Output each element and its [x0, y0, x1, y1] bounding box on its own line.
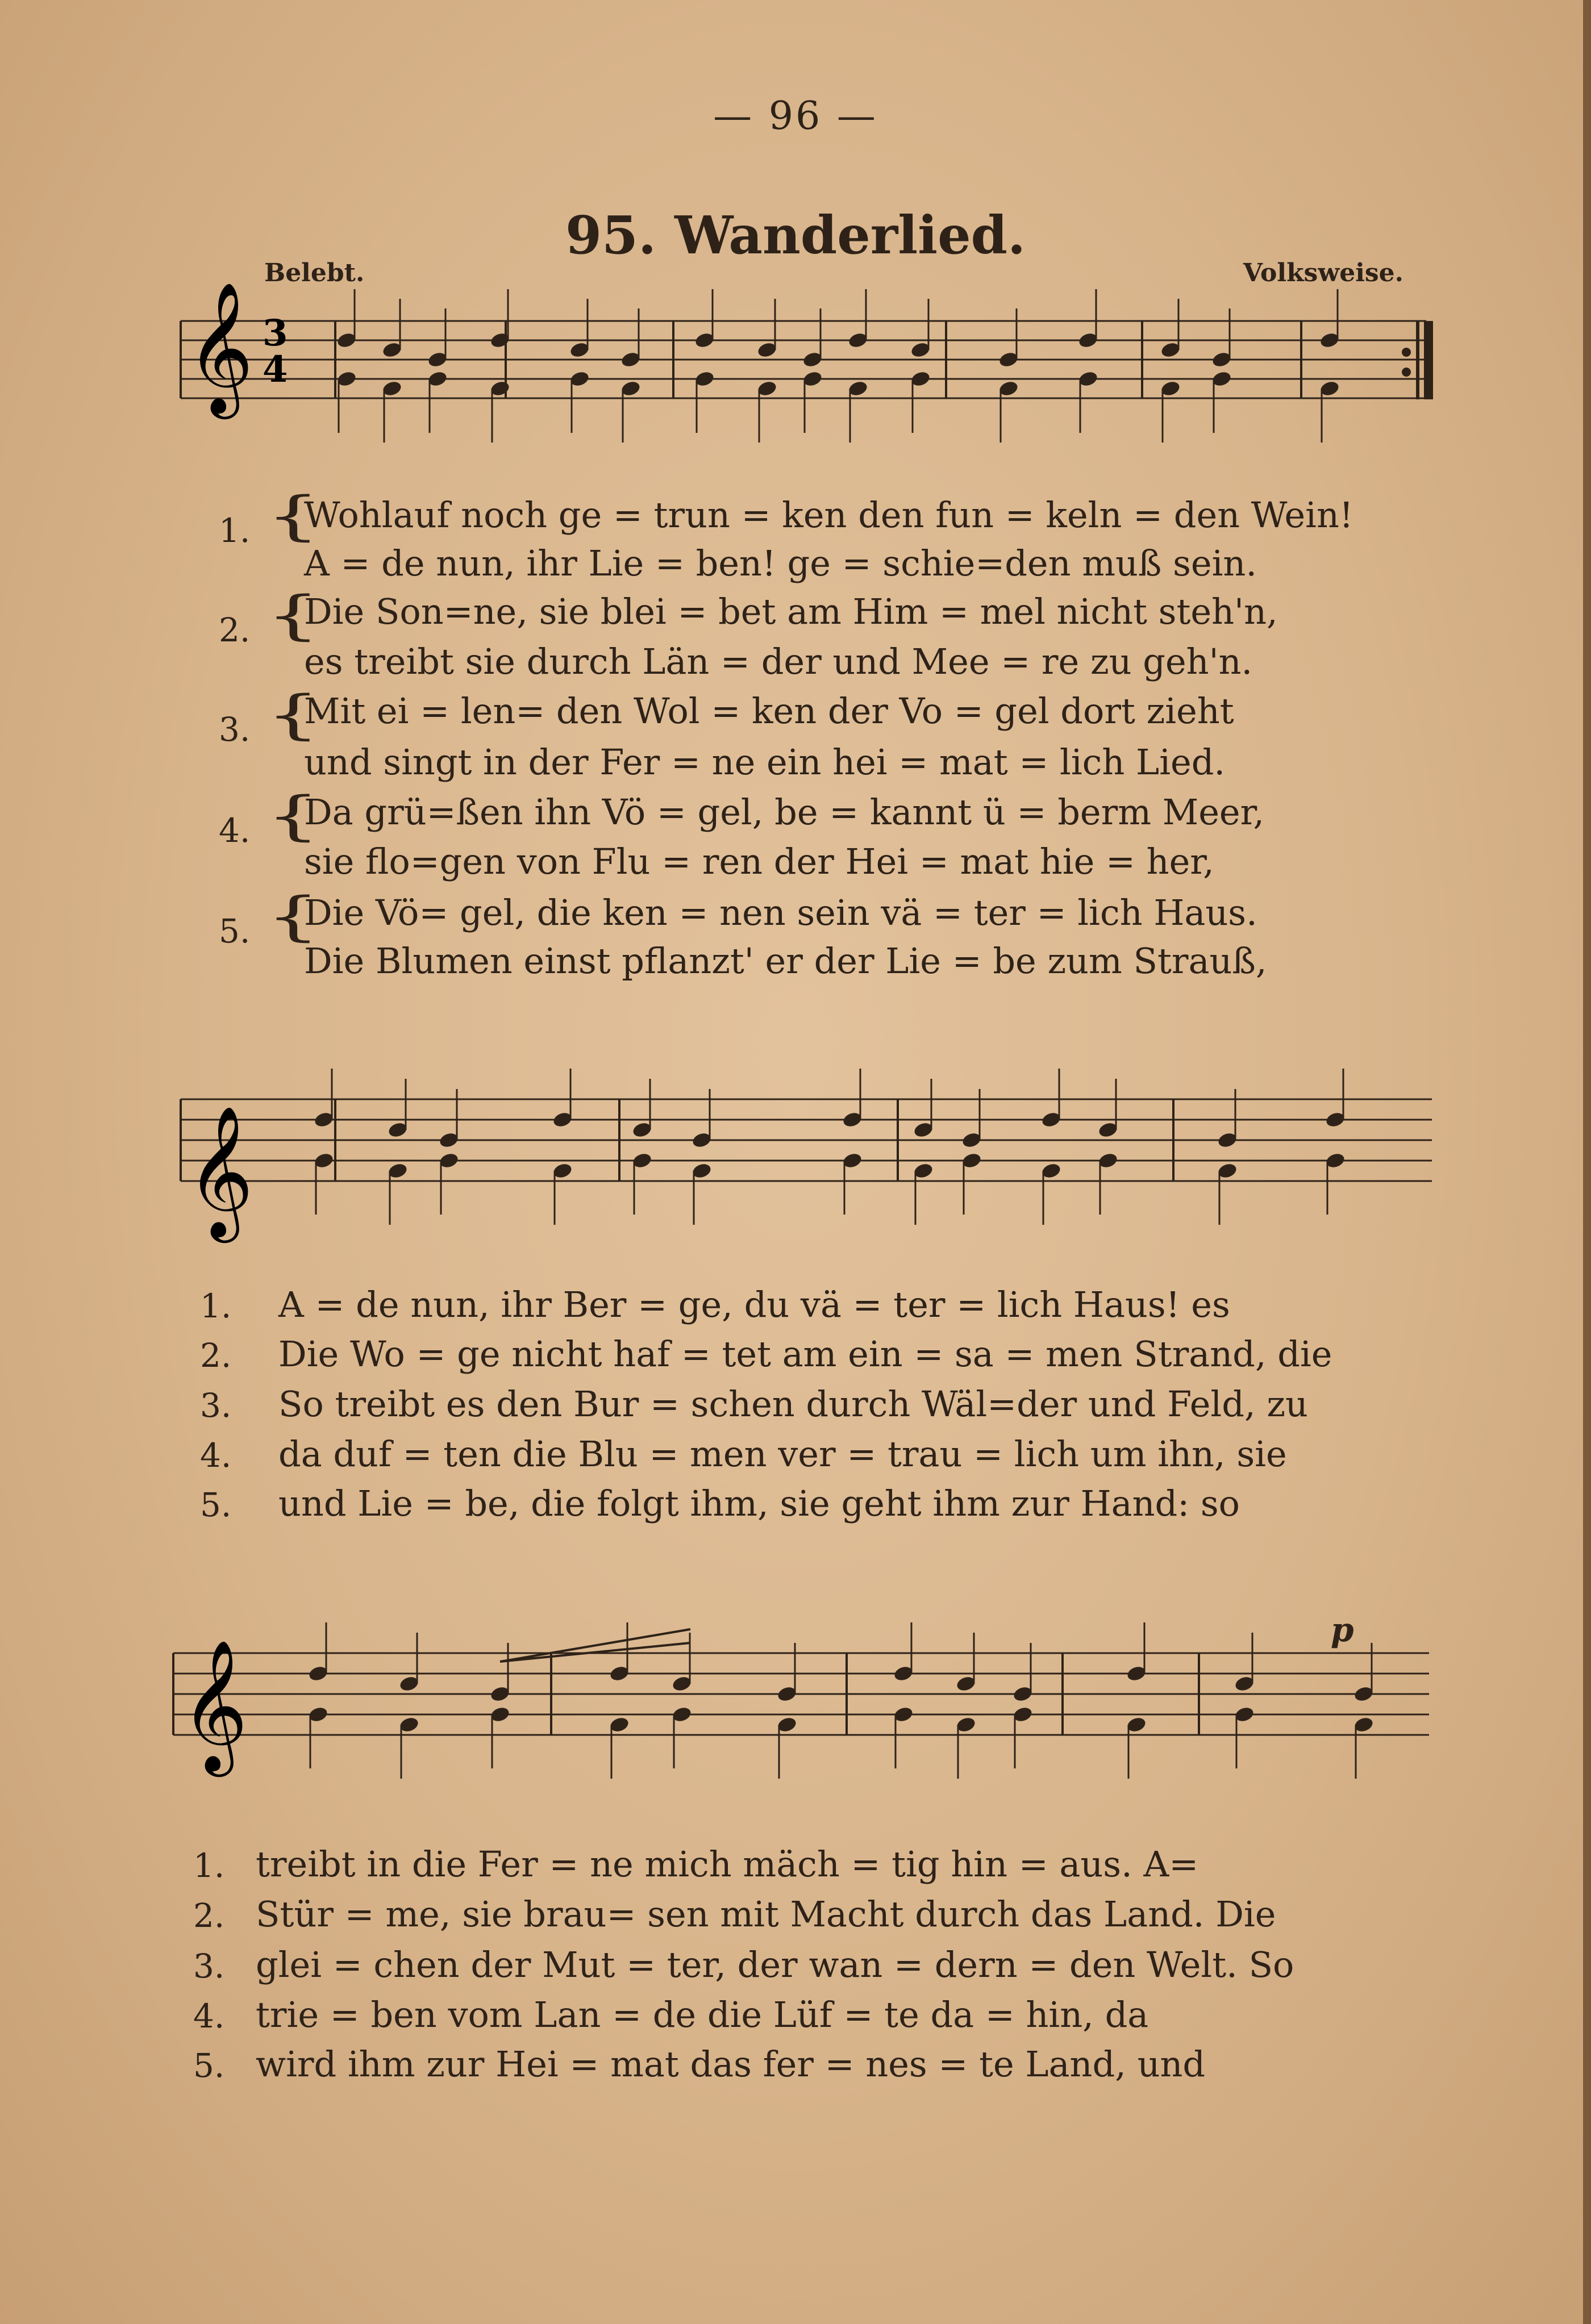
verse-number: 5. — [219, 912, 251, 950]
lyric-line: sie flo=gen von Flu = ren der Hei = mat hie = her, — [304, 841, 1214, 882]
lyric-line: Stür = me, sie brau= sen mit Macht durch das Land. Die — [256, 1893, 1276, 1935]
page-number: — 96 — — [713, 94, 878, 139]
tempo-marking: Belebt. — [264, 258, 365, 287]
lyric-line: und singt in der Fer = ne ein hei = mat = lich Lied. — [304, 741, 1226, 783]
brace-icon: { — [266, 485, 320, 547]
verse-number: 1. — [193, 1846, 225, 1885]
lyric-line: treibt in die Fer = ne mich mäch = tig hin = aus. A= — [256, 1843, 1199, 1885]
treble-clef-icon: 𝄞 — [186, 281, 254, 414]
verse-number: 2. — [193, 1896, 225, 1935]
lyric-line: A = de nun, ihr Lie = ben! ge = schie=den muß sein. — [304, 543, 1257, 584]
lyric-line: Die Wo = ge nicht haf = tet am ein = sa = men Strand, die — [278, 1333, 1332, 1375]
crescendo-hairpin-icon — [500, 1629, 690, 1662]
verse-number: 1. — [200, 1287, 232, 1325]
brace-icon: { — [266, 585, 320, 646]
brace-icon: { — [266, 785, 320, 847]
brace-icon: { — [266, 684, 320, 746]
time-signature-bottom: 4 — [263, 348, 288, 391]
verse-number: 4. — [193, 1997, 225, 2035]
lyric-line: Die Vö= gel, die ken = nen sein vä = ter = lich Haus. — [304, 892, 1257, 933]
dynamic-marking: p — [1331, 1610, 1354, 1649]
treble-clef-icon: 𝄞 — [181, 1639, 248, 1771]
verse-number: 5. — [193, 2046, 225, 2085]
notes-staff-3 — [307, 1622, 1375, 1779]
song-title: 95. Wanderlied. — [565, 205, 1026, 266]
lyric-line: und Lie = be, die folgt ihm, sie geht ihm zur Hand: so — [278, 1483, 1240, 1524]
time-signature-top: 3 — [263, 312, 288, 354]
lyric-line: wird ihm zur Hei = mat das fer = nes = te Land, und — [256, 2043, 1206, 2085]
lyric-line: Da grü=ßen ihn Vö = gel, be = kannt ü = berm Meer, — [304, 791, 1265, 833]
staff-lines-3 — [173, 1653, 1429, 1735]
lyric-line: es treibt sie durch Län = der und Mee = re zu geh'n. — [304, 641, 1253, 682]
verse-number: 2. — [219, 611, 251, 649]
verse-number: 3. — [200, 1386, 232, 1425]
lyric-line: Wohlauf noch ge = trun = ken den fun = keln = den Wein! — [304, 494, 1353, 536]
lyric-line: Mit ei = len= den Wol = ken der Vo = gel dort zieht — [304, 690, 1234, 732]
verse-number: 2. — [200, 1336, 232, 1375]
lyric-line: A = de nun, ihr Ber = ge, du vä = ter = lich Haus! es — [278, 1284, 1230, 1325]
source-note: Volksweise. — [1243, 258, 1403, 287]
verse-number: 4. — [219, 811, 251, 850]
lyric-line: So treibt es den Bur = schen durch Wäl=der und Feld, zu — [278, 1383, 1308, 1425]
verse-number: 5. — [200, 1486, 232, 1524]
lyric-line: trie = ben vom Lan = de die Lüf = te da = hin, da — [256, 1994, 1149, 2035]
verse-number: 1. — [219, 511, 251, 550]
lyric-line: glei = chen der Mut = ter, der wan = dern = den Welt. So — [256, 1944, 1294, 1985]
lyric-line: Die Son=ne, sie blei = bet am Him = mel nicht steh'n, — [304, 591, 1278, 632]
lyric-line: da duf = ten die Blu = men ver = trau = lich um ihn, sie — [278, 1433, 1287, 1475]
brace-icon: { — [266, 886, 320, 948]
verse-number: 3. — [193, 1947, 225, 1985]
lyric-line: Die Blumen einst pflanzt' er der Lie = be zum Strauß, — [304, 940, 1267, 982]
verse-number: 3. — [219, 710, 251, 749]
treble-clef-icon: 𝄞 — [186, 1105, 254, 1237]
verse-number: 4. — [200, 1436, 232, 1475]
